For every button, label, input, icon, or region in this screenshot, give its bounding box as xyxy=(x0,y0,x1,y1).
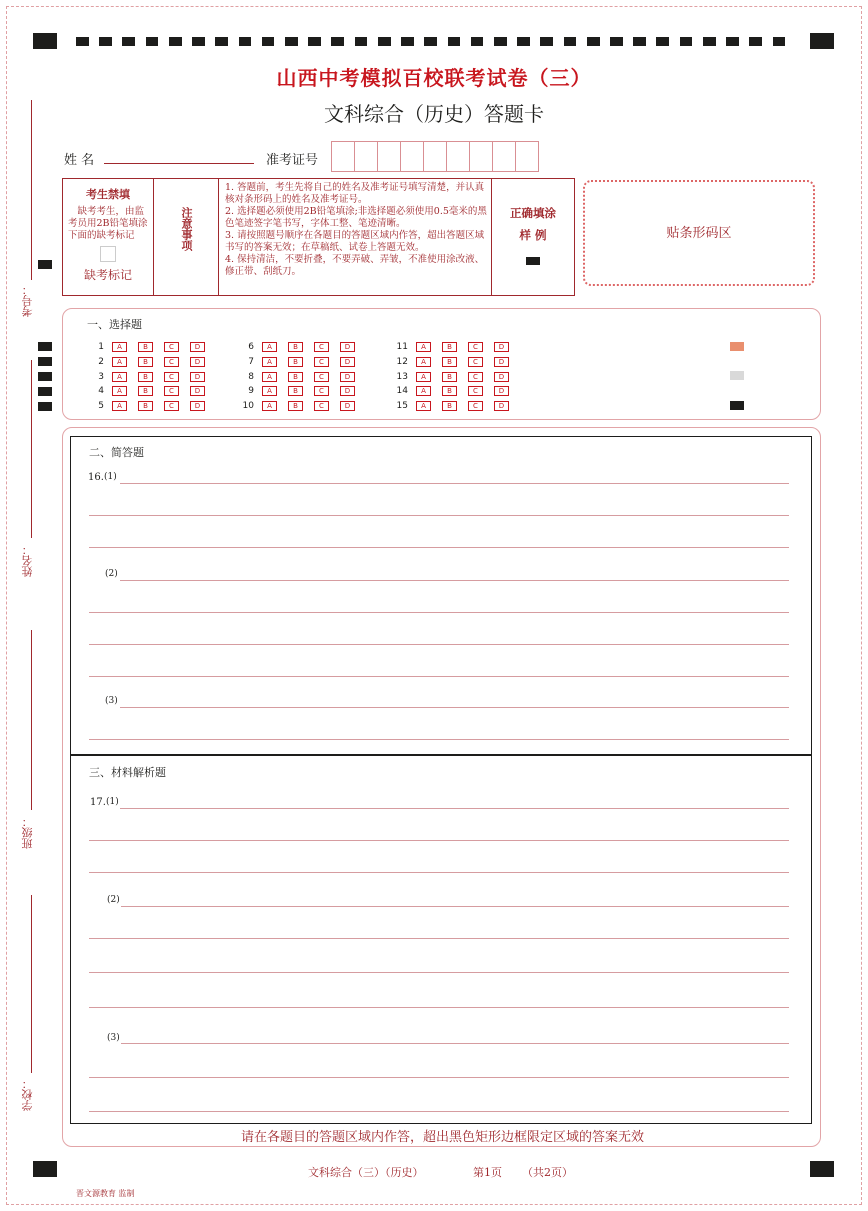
choice-question-number: 5 xyxy=(98,401,104,412)
footer-subject: 文科综合（三）（历史） xyxy=(308,1166,424,1179)
absent-mark-label: 缺考标记 xyxy=(83,268,132,282)
corner-mark-bottom-right xyxy=(810,1161,834,1177)
choice-option-bubble[interactable]: A xyxy=(112,357,127,367)
q17-part2: (2) xyxy=(107,895,120,905)
q16-part2: (2) xyxy=(105,569,118,579)
choice-option-bubble[interactable]: D xyxy=(190,357,205,367)
choice-option-bubble[interactable]: B xyxy=(288,386,303,396)
choice-option-bubble[interactable]: C xyxy=(468,401,483,411)
choice-option-bubble[interactable]: C xyxy=(164,342,179,352)
choice-option-bubble[interactable]: D xyxy=(190,401,205,411)
choice-option-bubble[interactable]: C xyxy=(468,372,483,382)
choice-question-number: 6 xyxy=(248,342,254,352)
legend-swatch-black xyxy=(730,401,744,410)
side-mark xyxy=(38,260,52,269)
choice-question-row xyxy=(392,341,520,353)
material-box xyxy=(70,754,812,1124)
answer-line[interactable] xyxy=(89,515,789,516)
choice-question-row xyxy=(392,400,520,412)
footer-page: 第1页 xyxy=(473,1166,502,1179)
choice-option-bubble[interactable]: C xyxy=(314,342,329,352)
answer-line[interactable] xyxy=(89,1077,789,1078)
choice-option-bubble[interactable]: C xyxy=(164,386,179,396)
choice-question-number: 13 xyxy=(396,371,408,382)
choice-option-bubble[interactable]: D xyxy=(494,386,509,396)
choice-question-row xyxy=(88,371,216,383)
answer-line[interactable] xyxy=(89,1111,789,1112)
answer-line[interactable] xyxy=(120,808,789,809)
choice-option-bubble[interactable]: D xyxy=(494,342,509,352)
choice-question-number: 10 xyxy=(242,401,254,412)
q16-part3: (3) xyxy=(105,696,118,706)
answer-line[interactable] xyxy=(89,739,789,740)
side-label-exam-no: 考号： xyxy=(21,284,34,317)
side-mark xyxy=(38,357,52,366)
choice-option-bubble[interactable]: D xyxy=(340,372,355,382)
side-label-school: 学校： xyxy=(21,1078,34,1111)
timing-marks xyxy=(76,37,796,46)
page-title: 山西中考模拟百校联考试卷（三） xyxy=(276,66,592,90)
choice-option-bubble[interactable]: A xyxy=(262,386,277,396)
side-line xyxy=(31,360,32,538)
choice-option-bubble[interactable]: B xyxy=(288,357,303,367)
short-answer-box xyxy=(70,436,812,756)
name-label: 姓 名 xyxy=(64,153,95,168)
choice-option-bubble[interactable]: A xyxy=(416,386,431,396)
choice-option-bubble[interactable]: A xyxy=(262,357,277,367)
material-title: 三、材料解析题 xyxy=(89,766,166,779)
choice-option-bubble[interactable]: C xyxy=(314,401,329,411)
name-field[interactable] xyxy=(104,163,254,164)
choice-question-number: 1 xyxy=(98,342,104,352)
choice-option-bubble[interactable]: A xyxy=(112,342,127,352)
choice-option-bubble[interactable]: C xyxy=(164,357,179,367)
choice-question-row xyxy=(238,371,366,383)
choice-option-bubble[interactable]: A xyxy=(262,342,277,352)
answer-line[interactable] xyxy=(89,612,789,613)
choice-option-bubble[interactable]: B xyxy=(138,357,153,367)
choice-option-bubble[interactable]: C xyxy=(314,357,329,367)
barcode-label: 贴条形码区 xyxy=(666,226,732,241)
absent-instruction: 缺考考生，由监考员用2B铅笔填涂下面的缺考标记 xyxy=(68,206,148,241)
side-mark xyxy=(38,387,52,396)
legend-swatch-gray xyxy=(730,371,744,380)
side-mark xyxy=(38,402,52,411)
choice-question-row xyxy=(238,400,366,412)
answer-line[interactable] xyxy=(89,938,789,939)
choice-option-bubble[interactable]: C xyxy=(164,401,179,411)
short-answer-title: 二、简答题 xyxy=(89,446,144,459)
note-item: 3. 请按照题号顺序在各题目的答题区域内作答，超出答题区域书写的答案无效；在草稿纸、试卷上答题无效。 xyxy=(225,230,485,253)
choice-question-row xyxy=(238,356,366,368)
choice-question-number: 11 xyxy=(396,342,408,352)
corner-mark-top-right xyxy=(810,33,834,49)
choice-option-bubble[interactable]: D xyxy=(494,372,509,382)
choice-option-bubble[interactable]: B xyxy=(138,386,153,396)
footer-total: （共2页） xyxy=(522,1166,573,1179)
info-table xyxy=(62,178,575,296)
q16-number: 16. xyxy=(88,472,104,483)
answer-line[interactable] xyxy=(89,644,789,645)
answer-line[interactable] xyxy=(89,872,789,873)
choice-question-number: 15 xyxy=(396,401,408,412)
choice-title: 一、选择题 xyxy=(87,318,142,331)
absent-checkbox[interactable] xyxy=(100,246,116,262)
choice-question-row xyxy=(238,341,366,353)
note-item: 1. 答题前，考生先将自己的姓名及准考证号填写清楚，并认真核对条形码上的姓名及准考证号。 xyxy=(225,182,485,205)
choice-option-bubble[interactable]: A xyxy=(416,357,431,367)
choice-question-number: 2 xyxy=(98,356,104,367)
choice-option-bubble[interactable]: C xyxy=(468,386,483,396)
answer-line[interactable] xyxy=(89,972,789,973)
sample-fill-mark xyxy=(526,257,540,265)
publisher: 晋文源教育 监制 xyxy=(76,1189,135,1198)
choice-question-row xyxy=(88,356,216,368)
legend-swatch-orange xyxy=(730,342,744,351)
choice-question-number: 4 xyxy=(98,386,104,397)
side-label-name: 姓名： xyxy=(21,544,34,577)
choice-option-bubble[interactable]: A xyxy=(416,401,431,411)
choice-option-bubble[interactable]: D xyxy=(190,386,205,396)
choice-option-bubble[interactable]: A xyxy=(416,342,431,352)
choice-option-bubble[interactable]: D xyxy=(190,342,205,352)
q17-number: 17. xyxy=(90,797,106,808)
choice-question-row xyxy=(88,385,216,397)
choice-option-bubble[interactable]: A xyxy=(416,372,431,382)
exam-id-field[interactable] xyxy=(332,141,539,170)
choice-option-bubble[interactable]: B xyxy=(442,401,457,411)
choice-option-bubble[interactable]: D xyxy=(340,342,355,352)
choice-question-number: 9 xyxy=(248,386,254,397)
choice-option-bubble[interactable]: C xyxy=(314,372,329,382)
choice-option-bubble[interactable]: B xyxy=(442,386,457,396)
id-label: 准考证号 xyxy=(266,153,319,168)
answer-line[interactable] xyxy=(89,547,789,548)
choice-option-bubble[interactable]: B xyxy=(138,401,153,411)
footer-warning: 请在各题目的答题区域内作答，超出黑色矩形边框限定区域的答案无效 xyxy=(240,1130,644,1145)
answer-line[interactable] xyxy=(120,580,789,581)
choice-option-bubble[interactable]: C xyxy=(314,386,329,396)
side-line xyxy=(31,630,32,810)
note-item: 4. 保持清洁，不要折叠，不要弄破、弄皱，不准使用涂改液、修正带、刮纸刀。 xyxy=(225,254,485,277)
choice-option-bubble[interactable]: C xyxy=(468,357,483,367)
choice-question-number: 7 xyxy=(248,356,254,367)
barcode-area xyxy=(583,180,815,286)
note-item: 2. 选择题必须使用2B铅笔填涂;非选择题必须使用0.5毫米的黑色笔迹签字笔书写，字体工整、笔迹清晰。 xyxy=(225,206,487,229)
q16-part1: (1) xyxy=(104,472,117,482)
choice-question-number: 3 xyxy=(98,371,104,382)
q17-part3: (3) xyxy=(107,1033,120,1043)
choice-option-bubble[interactable]: C xyxy=(468,342,483,352)
page-subtitle: 文科综合（历史）答题卡 xyxy=(324,102,544,126)
corner-mark-top-left xyxy=(33,33,57,49)
choice-option-bubble[interactable]: B xyxy=(288,342,303,352)
choice-question-row xyxy=(88,341,216,353)
choice-option-bubble[interactable]: A xyxy=(262,372,277,382)
answer-line[interactable] xyxy=(89,840,789,841)
choice-option-bubble[interactable]: A xyxy=(112,372,127,382)
choice-option-bubble[interactable]: A xyxy=(112,401,127,411)
answer-line[interactable] xyxy=(89,1007,789,1008)
choice-option-bubble[interactable]: D xyxy=(340,357,355,367)
answer-line[interactable] xyxy=(121,1043,789,1044)
choice-question-row xyxy=(238,385,366,397)
side-line xyxy=(31,895,32,1073)
choice-question-number: 14 xyxy=(396,386,408,397)
choice-option-bubble[interactable]: C xyxy=(164,372,179,382)
side-mark xyxy=(38,342,52,351)
answer-line[interactable] xyxy=(120,483,789,484)
choice-option-bubble[interactable]: B xyxy=(138,372,153,382)
answer-line[interactable] xyxy=(120,707,789,708)
choice-option-bubble[interactable]: D xyxy=(190,372,205,382)
notes-title: 注意事项 xyxy=(180,207,193,251)
choice-option-bubble[interactable]: A xyxy=(262,401,277,411)
side-line xyxy=(31,100,32,280)
answer-line[interactable] xyxy=(121,906,789,907)
corner-mark-bottom-left xyxy=(33,1161,57,1177)
choice-question-number: 8 xyxy=(248,371,254,382)
choice-option-bubble[interactable]: D xyxy=(494,357,509,367)
choice-option-bubble[interactable]: D xyxy=(340,386,355,396)
side-label-class: 班级： xyxy=(21,816,34,849)
choice-option-bubble[interactable]: B xyxy=(442,372,457,382)
choice-option-bubble[interactable]: D xyxy=(494,401,509,411)
choice-question-row xyxy=(392,385,520,397)
choice-option-bubble[interactable]: B xyxy=(138,342,153,352)
choice-option-bubble[interactable]: D xyxy=(340,401,355,411)
sample-title: 正确填涂 xyxy=(510,206,556,220)
choice-question-row xyxy=(392,371,520,383)
choice-option-bubble[interactable]: B xyxy=(442,342,457,352)
choice-option-bubble[interactable]: A xyxy=(112,386,127,396)
q17-part1: (1) xyxy=(106,797,119,807)
choice-option-bubble[interactable]: B xyxy=(288,372,303,382)
absent-title: 考生禁填 xyxy=(86,188,130,201)
choice-question-number: 12 xyxy=(396,356,408,367)
side-mark xyxy=(38,372,52,381)
answer-line[interactable] xyxy=(89,676,789,677)
choice-question-row xyxy=(88,400,216,412)
sample-subtitle: 样 例 xyxy=(519,228,547,242)
choice-option-bubble[interactable]: B xyxy=(442,357,457,367)
choice-option-bubble[interactable]: B xyxy=(288,401,303,411)
choice-question-row xyxy=(392,356,520,368)
